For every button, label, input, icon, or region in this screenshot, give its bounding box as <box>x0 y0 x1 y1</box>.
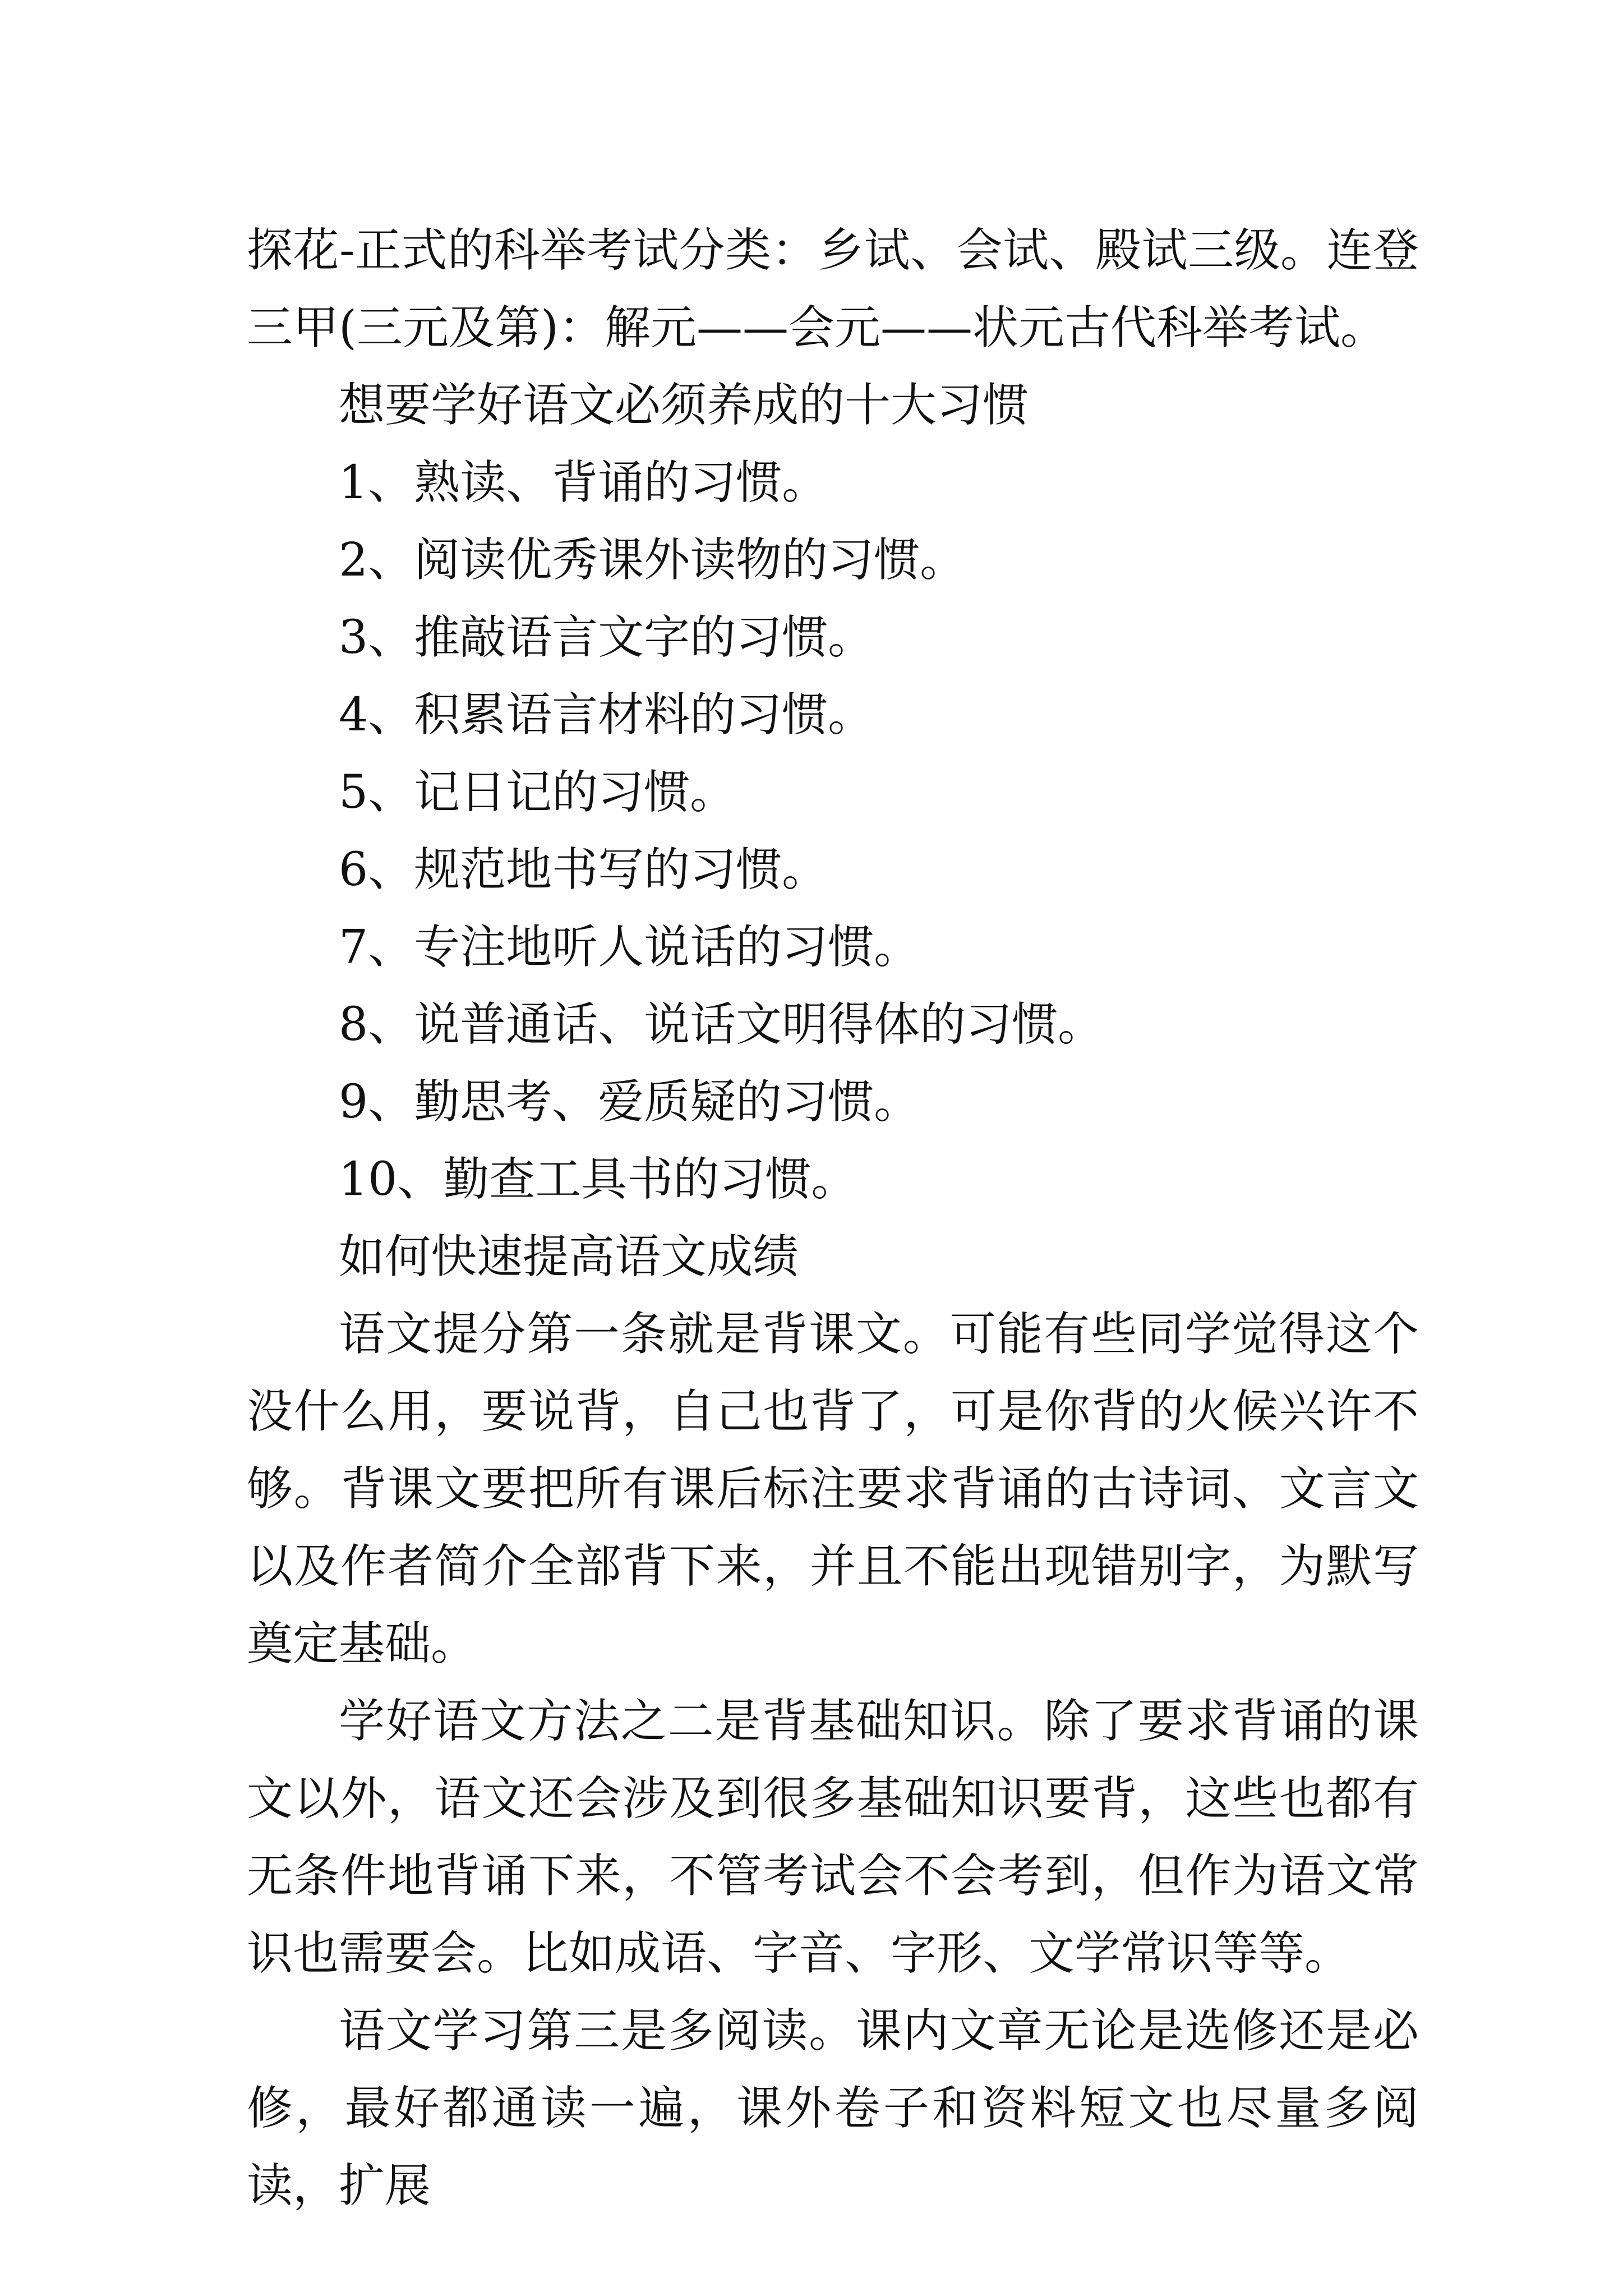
list-item-habit-4: 4、积累语言材料的习惯。 <box>339 688 874 742</box>
heading-ten-habits: 想要学好语文必须养成的十大习惯 <box>339 379 1029 432</box>
list-item-habit-2: 2、阅读优秀课外读物的习惯。 <box>339 533 966 587</box>
list-item-habit-1: 1、熟读、背诵的习惯。 <box>339 456 828 509</box>
list-item-habit-3: 3、推敲语言文字的习惯。 <box>339 611 874 664</box>
list-item-habit-6: 6、规范地书写的习惯。 <box>339 843 828 896</box>
list-item-habit-5: 5、记日记的习惯。 <box>339 766 736 819</box>
heading-improve-scores: 如何快速提高语文成绩 <box>339 1230 799 1283</box>
document-body <box>247 212 1419 2225</box>
list-item-habit-10: 10、勤查工具书的习惯。 <box>339 1153 857 1206</box>
list-item-habit-9: 9、勤思考、爱质疑的习惯。 <box>339 1075 920 1129</box>
paragraph-read-more: 语文学习第三是多阅读。课内文章无论是选修还是必修，最好都通读一遍，课外卷子和资料短文也尽量多阅读，扩展 <box>247 2004 1419 2212</box>
paragraph-memorize-texts: 语文提分第一条就是背课文。可能有些同学觉得这个没什么用，要说背，自己也背了，可是你背的火候兴许不够。背课文要把所有课后标注要求背诵的古诗词、文言文以及作者简介全部背下来，并且不能出现错别字，为默写奠定基础。 <box>247 1308 1419 1671</box>
list-item-habit-8: 8、说普通话、说话文明得体的习惯。 <box>339 998 1104 1051</box>
list-item-habit-7: 7、专注地听人说话的习惯。 <box>339 921 920 974</box>
paragraph-basic-knowledge: 学好语文方法之二是背基础知识。除了要求背诵的课文以外，语文还会涉及到很多基础知识要背，这些也都有无条件地背诵下来，不管考试会不会考到，但作为语文常识也需要会。比如成语、字音、字形、文学常识等等。 <box>247 1695 1419 1980</box>
paragraph-keju-intro: 探花-正式的科举考试分类：乡试、会试、殿试三级。连登三甲(三元及第)：解元——会元——状元古代科举考试。 <box>247 224 1419 355</box>
